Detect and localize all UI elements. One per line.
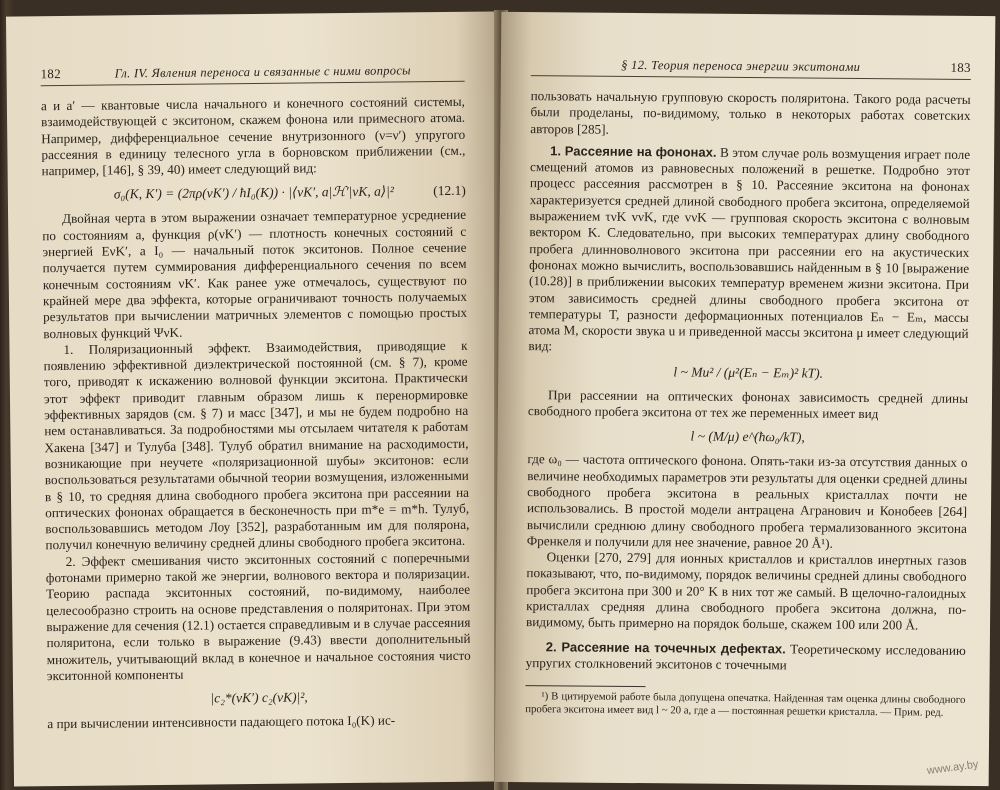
footnote: ¹) В цитируемой работе была допущена опечатка. Найденная там оценка длины свободного пробега экситона имеет вид l ~ 20 a, где a — постоянная решетки кристалла. — Прим. ред. xyxy=(525,690,966,719)
section-2-paragraph xyxy=(526,639,966,675)
right-running-head xyxy=(531,56,971,80)
section-1-text: В этом случае роль возмущения играет поле смещений атомов из равновесных положений в решетке. Подробно этот процесс рассеяния рассмотрен в § 10. Рассеяние экситона на фононах характеризуется средней длиной свободного пробега экситона, определяемой выражением τνK vνK, где vνK — групповая скорость экситона с волновым вектором K. Следовательно, при высоких температурах длину свободного пробега длинноволнового экситона при рассеянии его на акустических фононах можно вычислить, воспользовавшись найденным в § 10 [выражение (10.28)] в приближении высоких температур временем жизни экситона. При этом зависимость средней длины свободного пробега экситона от температуры T, разности деформационных потенциалов Eₙ − Eₘ, массы атома M, скорости звука u и приведенной массы экситона μ имеет следующий вид: xyxy=(528,144,971,354)
footnote-divider xyxy=(525,685,645,687)
right-page-number: 183 xyxy=(950,59,971,75)
right-intro-paragraph: пользовать начальную групповую скорость поляритона. Такого рода расчеты были проделаны, по-видимому, только в некоторых работах советских авторов [285]. xyxy=(530,88,971,137)
left-page-number: 182 xyxy=(40,66,62,82)
formula-acoustic-body: l ~ Mu² / (μ²(Eₙ − Eₘ)² kT). xyxy=(673,364,824,381)
estimates-paragraph: Оценки [270, 279] для ионных кристаллов и кристаллов инертных газов показывают, что, по-видимому, порядок величины средней длины свободного пробега экситона при 300 и 20° K в них тот же самый. В щелочно-галоидных кристаллах средняя длина свободного пробега экситона должна, по-видимому, быть примерно на порядок больше, скажем 100 или 200 Å. xyxy=(525,549,967,633)
right-page xyxy=(495,12,996,786)
watermark: www.ay.by xyxy=(926,758,980,778)
left-paragraph-1: a и a′ — квантовые числа начального и конечного состояний системы, взаимодействующей с экситоном, скажем фонона или примесного атома. Например, дифференциальное сечение внутризонного (ν=ν′) упругого рассеяния в единицу телесного угла в борновском приближении (см., например, [146], § 39, 40) имеет следующий вид: xyxy=(40,93,466,179)
optical-paragraph: При рассеянии на оптических фононах зависимость средней длины свободного пробега экситона от тех же переменных имеет вид xyxy=(527,387,969,422)
section-2-heading: 2. Рассеяние на точечных дефектах. xyxy=(545,638,786,656)
formula-acoustic xyxy=(528,363,968,383)
section-2-text: Теоретическому исследованию упругих столкновений экситонов с точечными xyxy=(525,641,966,673)
section-1-heading: 1. Рассеяние на фононах. xyxy=(550,143,717,160)
right-section-title: § 12. Теория переноса энергии экситонами xyxy=(621,57,861,74)
left-paragraph-3: 1. Поляризационный эффект. Взаимодействия, приводящие к появлению эффективной диэлектрической постоянной (см. § 7), кроме того, приводят к искажению волновой функции экситона. Практически этот эффект приводит главным образом лишь к перенормировке эффективных зарядов (см. § 7) и масс [347], и мы не будем подробно на нем останавливаться. За подробностями мы отсылаем читателя к работам Хакена [347] и Тулуба [348]. Тулуб обратил внимание на расходимости, возникающие при неучете «поляризационной шубы» экситонов: если воспользоваться результатами обычной теории возмущения, изложенными в § 10, то средняя длина свободного пробега экситона при рассеянии на оптических фононах обращается в бесконечность при m*e = m*h. Тулуб, воспользовавшись методом Лоу [352], разработанным им для полярона, получил конечную величину средней длины свободного пробега экситона. xyxy=(43,337,470,553)
formula-12-1-body: σ₀(K, K′) = (2πρ(νK′) / ħI₀(K)) · |⟨νK′, a|ℋ′|νK, a⟩|² xyxy=(113,184,394,202)
left-paragraph-5: а при вычислении интенсивности падающего потока I₀(K) ис- xyxy=(47,712,396,732)
formula-component-body: |c₂*(νK′) c₂(νK)|², xyxy=(210,689,308,706)
left-paragraph-4: 2. Эффект смешивания чисто экситонных состояний с поперечными фотонами примерно такой же энергии, волнового вектора и поляризации. Теорию распада экситонных состояний, по-видимому, наиболее целесообразно строить на основе представления о поляритонах. При этом выражение для сечения (12.1) остается справедливым и в случае рассеяния поляритона, если только в выражение (9.43) ввести дополнительный множитель, учитывающий вклад в конечное и начальное состояния чисто экситонной компоненты xyxy=(45,549,471,683)
left-paragraph-2: Двойная черта в этом выражении означает температурное усреднение по состояниям a, функция ρ(νK′) — плотность конечных состояний с энергией EνK′, а I₀ — начальный поток экситонов. Полное сечение получается путем суммирования дифференциального сечения по всем конечным состояниям νK′. Как ранее уже отмечалось, существуют по крайней мере два эффекта, которые ограничивают точность получаемых результатов при вычислении матричных элементов с помощью простых волновых функций ΨνK. xyxy=(42,207,468,341)
omega-paragraph: где ω₀ — частота оптического фонона. Опять-таки из-за отсутствия данных о величине необходимых параметров эти результаты для оценки средней длины свободного пробега экситона в реальных кристаллах почти не использовались. В простой модели антрацена Агранович и Конобеев [264] вычислили среднюю длину свободного пробега термализованного экситона Френкеля и получили для нее значение, равное 20 Å¹). xyxy=(526,451,968,551)
left-chapter-title: Гл. IV. Явления переноса и связанные с ними вопросы xyxy=(114,63,411,81)
formula-12-1-number: (12.1) xyxy=(433,183,466,199)
formula-optical-body: l ~ (M/μ) e^(ħω₀/kT), xyxy=(690,428,805,445)
left-running-head xyxy=(41,62,465,86)
formula-12-1 xyxy=(42,183,466,203)
section-1-paragraph xyxy=(528,143,970,359)
formula-component xyxy=(47,688,471,708)
left-page xyxy=(6,11,502,786)
formula-optical xyxy=(528,427,968,447)
